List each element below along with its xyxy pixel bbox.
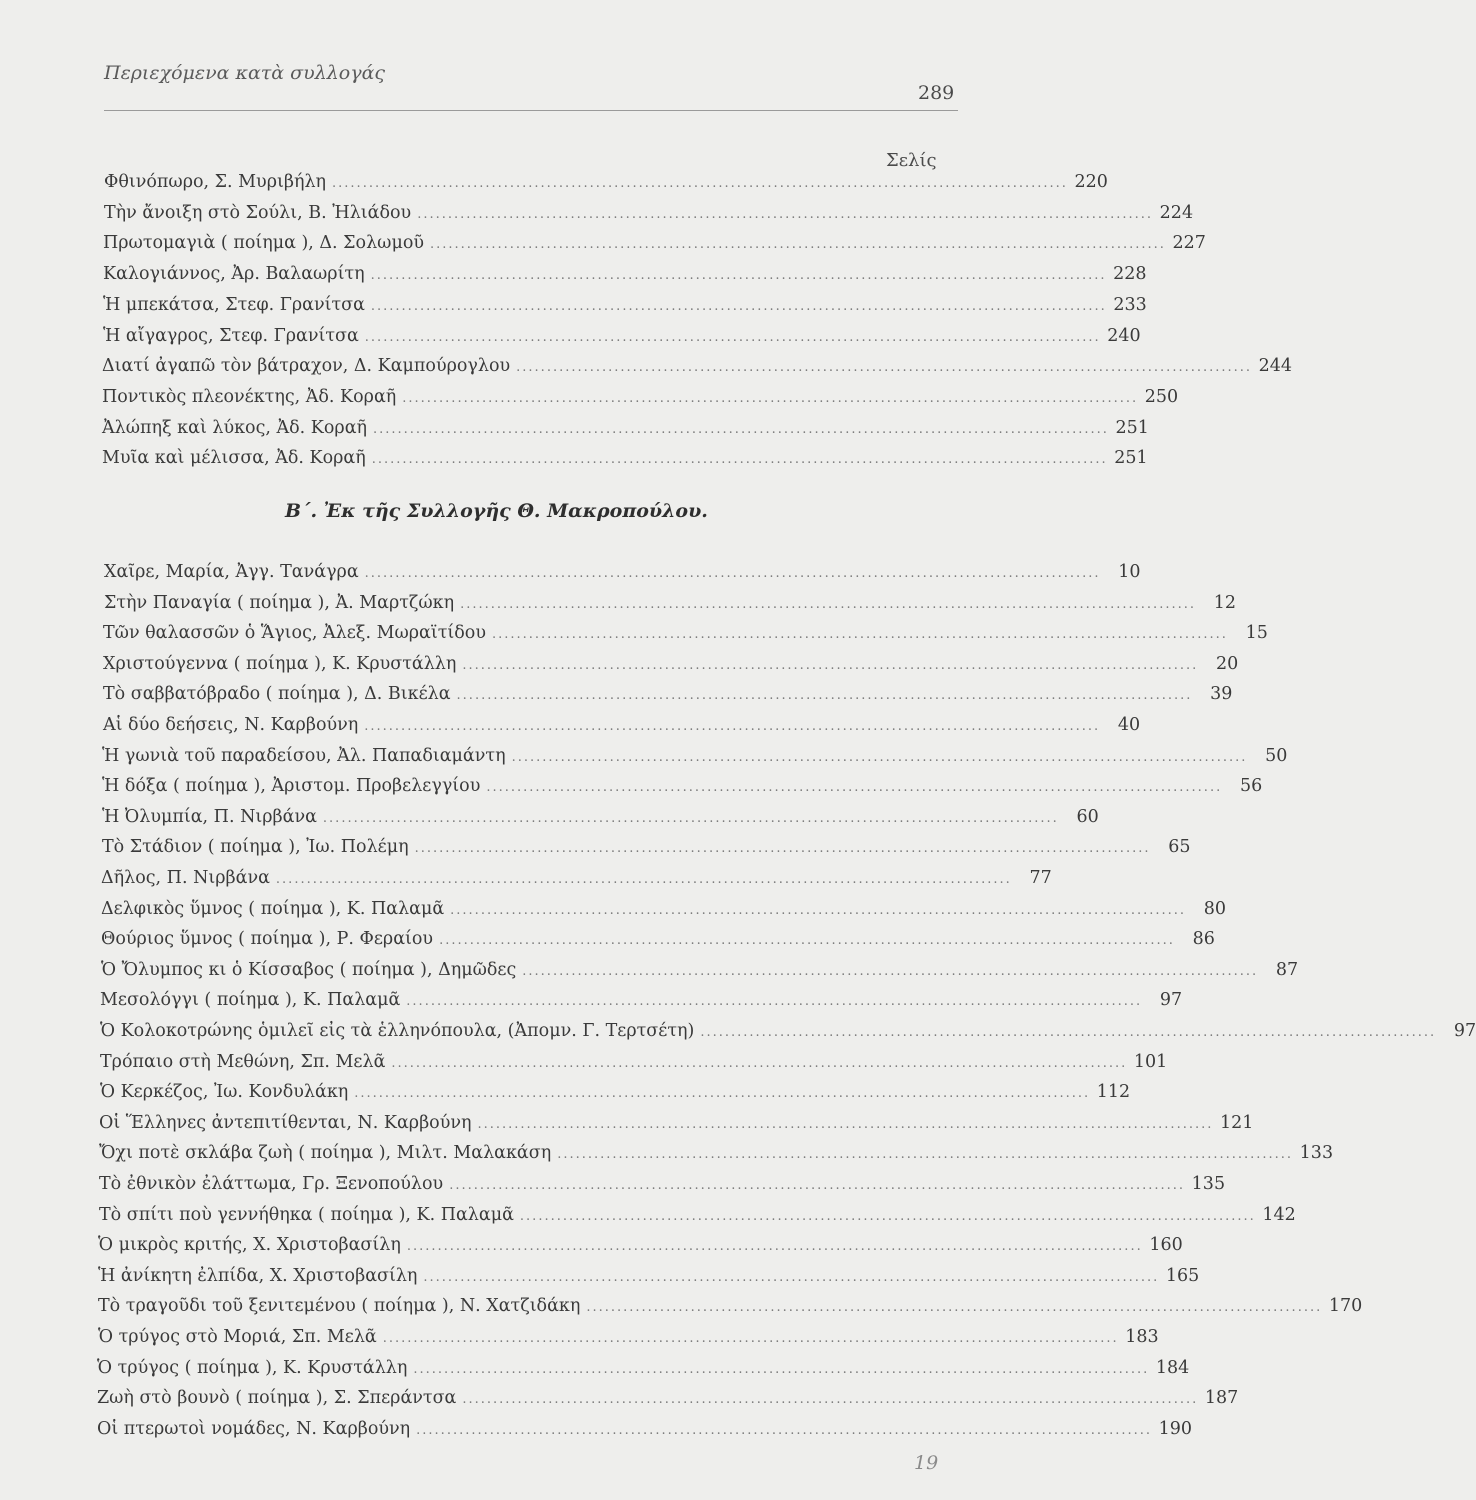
- entry-title: Δελφικὸς ὕμνος ( ποίημα ), Κ. Παλαμᾶ: [101, 898, 445, 919]
- entry-title: Τὸ σαββατόβραδο ( ποίημα ), Δ. Βικέλα: [103, 684, 451, 705]
- dot-leader: ........................................................................................................................: [332, 176, 1068, 191]
- entry-page: 56: [1239, 776, 1263, 797]
- entry-title: Ἀλώπηξ καὶ λύκος, Ἀδ. Κοραῆ: [102, 417, 367, 438]
- entry-page: 184: [1155, 1357, 1190, 1378]
- entry-page: 87: [1275, 959, 1299, 980]
- dot-leader: ........................................................................................................................: [413, 1361, 1150, 1377]
- section-title: Β΄. Ἐκ τῆς Συλλογῆς Θ. Μακροπούλου.: [285, 500, 708, 522]
- dot-leader: ........................................................................................................................: [275, 872, 1012, 887]
- toc-entry: [101, 929, 1215, 953]
- dot-leader: ........................................................................................................................: [456, 688, 1193, 704]
- toc-entry: [103, 264, 1147, 288]
- entry-title: Ποντικὸς πλεονέκτης, Ἀδ. Κοραῆ: [102, 386, 397, 407]
- toc-entry: [104, 202, 1194, 227]
- dot-leader: ........................................................................................................................: [516, 360, 1253, 376]
- entry-title: Οἱ πτερωτοὶ νομάδες, Ν. Καρβούνη: [97, 1418, 411, 1439]
- toc-entry: [100, 1082, 1131, 1106]
- toc-entry: [103, 294, 1147, 319]
- dot-leader: ........................................................................................................................: [511, 749, 1248, 765]
- entry-title: Ἡ αἴγαγρος, Στεφ. Γρανίτσα: [103, 325, 359, 346]
- entry-title: Ὁ Κερκέζος, Ἰω. Κονδυλάκη: [100, 1082, 349, 1103]
- entry-title: Ζωὴ στὸ βουνὸ ( ποίημα ), Σ. Σπεράντσα: [97, 1388, 457, 1409]
- toc-entry: [99, 1174, 1226, 1198]
- entry-title: Μυῖα καὶ μέλισσα, Ἀδ. Κοραῆ: [102, 448, 366, 469]
- entry-title: Δῆλος, Π. Νιρβάνα: [101, 868, 270, 888]
- dot-leader: ........................................................................................................................: [522, 963, 1259, 979]
- dot-leader: ........................................................................................................................: [557, 1147, 1294, 1163]
- toc-entry: [103, 715, 1141, 739]
- toc-entry: [99, 1112, 1254, 1137]
- entry-title: Τὸ Στάδιον ( ποίημα ), Ἰω. Πολέμη: [102, 837, 409, 858]
- page-column-label: Σελίς: [886, 150, 937, 171]
- toc-entry: [100, 1051, 1168, 1076]
- dot-leader: ........................................................................................................................: [462, 657, 1199, 673]
- entry-page: 240: [1107, 325, 1141, 346]
- entry-title: Ὄχι ποτὲ σκλάβα ζωὴ ( ποίημα ), Μιλτ. Μαλακάση: [99, 1143, 552, 1164]
- toc-entry: [97, 1388, 1239, 1412]
- entry-title: Μεσολόγγι ( ποίημα ), Κ. Παλαμᾶ: [100, 990, 401, 1011]
- dot-leader: ........................................................................................................................: [391, 1055, 1128, 1071]
- entry-page: 135: [1191, 1174, 1226, 1194]
- dot-leader: ........................................................................................................................: [423, 1269, 1160, 1285]
- toc-entry: [102, 448, 1148, 472]
- entry-page: 121: [1219, 1112, 1254, 1133]
- toc-entry: [99, 1143, 1334, 1167]
- dot-leader: ........................................................................................................................: [486, 780, 1223, 796]
- entry-page: 244: [1258, 356, 1293, 377]
- dot-leader: ........................................................................................................................: [519, 1208, 1256, 1224]
- entry-page: 39: [1210, 684, 1233, 705]
- entry-title: Τὸ ἐθνικὸν ἐλάττωμα, Γρ. Ξενοπούλου: [99, 1174, 444, 1194]
- dot-leader: ........................................................................................................................: [354, 1086, 1091, 1102]
- dot-leader: ........................................................................................................................: [462, 1392, 1199, 1408]
- entry-page: 80: [1203, 898, 1227, 919]
- dot-leader: ........................................................................................................................: [460, 596, 1196, 612]
- dot-leader: ........................................................................................................................: [417, 206, 1154, 222]
- entry-title: Ἡ γωνιὰ τοῦ παραδείσου, Ἀλ. Παπαδιαμάντη: [102, 745, 506, 766]
- toc-entry: [102, 837, 1191, 861]
- entry-title: Ὁ Κολοκοτρώνης ὁμιλεῖ εἰς τὰ ἑλληνόπουλα, (Ἀπομν. Γ. Τερτσέτη): [100, 1021, 695, 1041]
- entry-title: Τὸ τραγοῦδι τοῦ ξενιτεμένου ( ποίημα ), Ν. Χατζιδάκη: [98, 1296, 581, 1317]
- entry-title: Διατί ἀγαπῶ τὸν βάτραχον, Δ. Καμπούρογλου: [102, 356, 511, 377]
- header-rule: [104, 110, 958, 111]
- entry-title: Ὁ τρύγος ( ποίημα ), Κ. Κρυστάλλη: [97, 1357, 408, 1378]
- dot-leader: ........................................................................................................................: [373, 421, 1109, 437]
- entry-page: 220: [1074, 172, 1108, 192]
- toc-entry: [101, 898, 1227, 923]
- entry-title: Τὴν ἄνοιξη στὸ Σούλι, Β. Ἠλιάδου: [104, 202, 412, 223]
- dot-leader: ........................................................................................................................: [477, 1116, 1214, 1132]
- entry-page: 251: [1114, 448, 1148, 469]
- entry-page: 97: [1453, 1021, 1476, 1041]
- entry-title: Στὴν Παναγία ( ποίημα ), Ἀ. Μαρτζώκη: [104, 592, 455, 613]
- entry-page: 97: [1159, 990, 1183, 1011]
- entry-page: 20: [1216, 653, 1239, 674]
- toc-entry: [103, 684, 1233, 708]
- entry-title: Ὁ μικρὸς κριτής, Χ. Χριστοβασίλη: [98, 1235, 401, 1256]
- toc-entry: [102, 356, 1293, 380]
- entry-title: Αἱ δύο δεήσεις, Ν. Καρβούνη: [103, 715, 359, 735]
- toc-entry: [102, 417, 1149, 442]
- entry-title: Τρόπαιο στὴ Μεθώνη, Σπ. Μελᾶ: [100, 1051, 386, 1072]
- entry-page: 170: [1328, 1296, 1363, 1317]
- toc-entry: [102, 745, 1288, 770]
- entry-page: 224: [1159, 202, 1194, 223]
- toc-entry: [101, 959, 1299, 984]
- entry-page: 12: [1213, 592, 1236, 613]
- dot-leader: ........................................................................................................................: [382, 1331, 1119, 1346]
- entry-page: 228: [1113, 264, 1147, 285]
- entry-title: Χριστούγεννα ( ποίημα ), Κ. Κρυστάλλη: [103, 653, 457, 674]
- toc-entry: [100, 990, 1183, 1014]
- entry-page: 142: [1262, 1204, 1296, 1225]
- entry-page: 50: [1265, 745, 1288, 766]
- entry-page: 77: [1029, 868, 1052, 888]
- entry-page: 251: [1115, 417, 1149, 438]
- entry-page: 65: [1168, 837, 1191, 858]
- dot-leader: ........................................................................................................................: [491, 627, 1228, 643]
- dot-leader: ........................................................................................................................: [430, 237, 1166, 253]
- toc-entry: [102, 386, 1179, 411]
- toc-entry: [97, 1357, 1190, 1382]
- dot-leader: ........................................................................................................................: [416, 1422, 1153, 1438]
- toc-entry: [98, 1265, 1200, 1290]
- entry-title: Ἡ Ὀλυμπία, Π. Νιρβάνα: [102, 806, 317, 827]
- dot-leader: ........................................................................................................................: [371, 452, 1108, 468]
- entry-page: 160: [1149, 1235, 1183, 1256]
- toc-entry: [103, 325, 1141, 350]
- entry-title: Χαῖρε, Μαρία, Ἀγγ. Τανάγρα: [104, 562, 359, 582]
- dot-leader: ........................................................................................................................: [322, 810, 1059, 826]
- entry-title: Θούριος ὕμνος ( ποίημα ), Ρ. Φεραίου: [101, 929, 434, 950]
- entry-title: Οἱ Ἕλληνες ἀντεπιτίθενται, Ν. Καρβούνη: [99, 1112, 472, 1133]
- entry-page: 187: [1204, 1388, 1239, 1409]
- entry-page: 227: [1172, 233, 1206, 254]
- dot-leader: ........................................................................................................................: [364, 329, 1101, 345]
- toc-entry: [100, 1021, 1476, 1045]
- entry-page: 40: [1117, 715, 1141, 735]
- entry-title: Ὁ τρύγος στὸ Μοριά, Σπ. Μελᾶ: [98, 1327, 377, 1347]
- dot-leader: ........................................................................................................................: [406, 994, 1143, 1010]
- entry-page: 133: [1299, 1143, 1334, 1164]
- entry-title: Ὁ Ὄλυμπος κι ὁ Κίσσαβος ( ποίημα ), Δημῶδες: [101, 959, 517, 980]
- toc-entry: [98, 1327, 1159, 1351]
- toc-entry: [98, 1296, 1363, 1320]
- entry-title: Τῶν θαλασσῶν ὁ Ἅγιος, Ἀλεξ. Μωραϊτίδου: [103, 623, 486, 644]
- entry-page: 190: [1158, 1418, 1193, 1439]
- toc-entry: [102, 776, 1263, 800]
- entry-title: Ἡ ἀνίκητη ἐλπίδα, Χ. Χριστοβασίλη: [98, 1265, 418, 1286]
- dot-leader: ........................................................................................................................: [449, 1178, 1186, 1193]
- running-head: Περιεχόμενα κατὰ συλλογάς: [104, 62, 386, 84]
- entry-page: 183: [1125, 1327, 1159, 1347]
- dot-leader: ........................................................................................................................: [406, 1239, 1143, 1255]
- entry-title: Ἡ δόξα ( ποίημα ), Ἀριστομ. Προβελεγγίου: [102, 776, 481, 797]
- dot-leader: ........................................................................................................................: [700, 1025, 1437, 1040]
- toc-entry: [103, 653, 1239, 678]
- toc-entry: [104, 172, 1108, 196]
- entry-page: 60: [1076, 806, 1099, 827]
- dot-leader: ........................................................................................................................: [370, 268, 1107, 284]
- toc-entry: [103, 623, 1268, 647]
- entry-title: Φθινόπωρο, Σ. Μυριβήλη: [104, 172, 327, 192]
- toc-entry: [98, 1235, 1183, 1259]
- page-number: 289: [918, 82, 955, 104]
- entry-page: 86: [1192, 929, 1215, 950]
- entry-page: 15: [1245, 623, 1268, 644]
- dot-leader: ........................................................................................................................: [364, 566, 1101, 581]
- toc-entry: [104, 562, 1141, 586]
- entry-page: 233: [1113, 294, 1147, 315]
- dot-leader: ........................................................................................................................: [364, 719, 1101, 734]
- toc-entry: [101, 868, 1052, 892]
- entry-title: Πρωτομαγιὰ ( ποίημα ), Δ. Σολωμοῦ: [103, 233, 424, 254]
- toc-entry: [104, 592, 1236, 617]
- dot-leader: ........................................................................................................................: [370, 298, 1107, 314]
- entry-title: Ἡ μπεκάτσα, Στεφ. Γρανίτσα: [103, 294, 365, 315]
- dot-leader: ........................................................................................................................: [402, 390, 1139, 406]
- entry-page: 165: [1165, 1265, 1200, 1286]
- toc-entry: [97, 1418, 1193, 1443]
- toc-entry: [102, 806, 1099, 831]
- entry-title: Τὸ σπίτι ποὺ γεννήθηκα ( ποίημα ), Κ. Παλαμᾶ: [99, 1204, 514, 1225]
- dot-leader: ........................................................................................................................: [586, 1300, 1323, 1316]
- entry-page: 112: [1096, 1082, 1131, 1103]
- toc-entry: [103, 233, 1206, 257]
- entry-title: Καλογιάννος, Ἀρ. Βαλαωρίτη: [103, 264, 365, 285]
- dot-leader: ........................................................................................................................: [414, 841, 1151, 857]
- entry-page: 10: [1118, 562, 1141, 582]
- dot-leader: ........................................................................................................................: [439, 933, 1175, 949]
- entry-page: 101: [1133, 1051, 1168, 1072]
- entry-page: 250: [1144, 386, 1179, 407]
- toc-entry: [99, 1204, 1296, 1229]
- folio: 19: [914, 1452, 939, 1474]
- dot-leader: ........................................................................................................................: [450, 902, 1187, 918]
